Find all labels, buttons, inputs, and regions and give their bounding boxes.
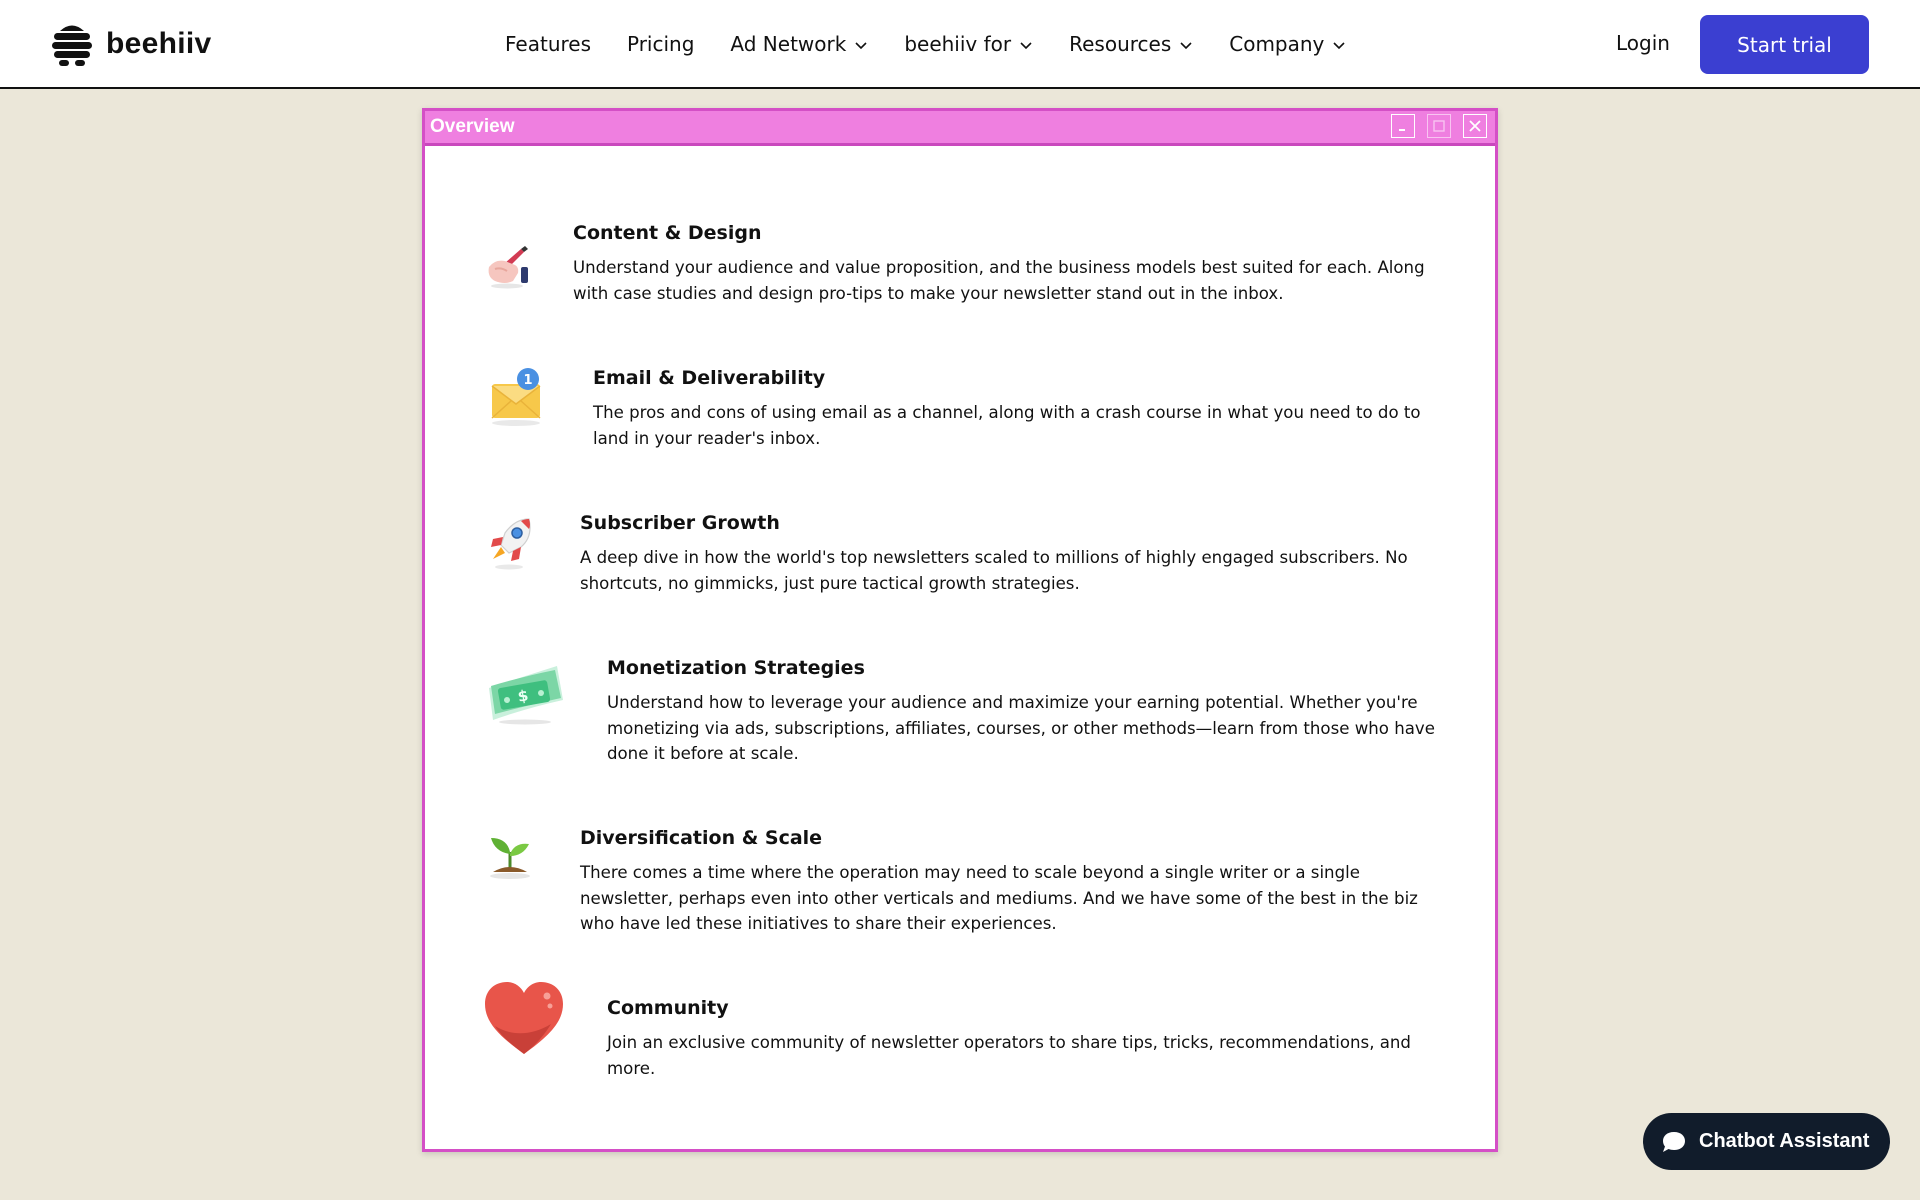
item-description: There comes a time where the operation may need to scale beyond a single writer or a single newsletter, perhaps even into other verticals and mediums. And we have some of the best in the biz who have led these initiatives to share their experiences. [580,863,1418,933]
nav-pricing[interactable] [627,32,694,56]
main-menu [505,0,1346,88]
nav-company-label: Company [1229,32,1325,56]
item-title: Community [607,997,729,1019]
nav-features[interactable] [505,32,591,56]
chevron-down-icon [1179,40,1193,50]
nav-ad-network-label: Ad Network [730,32,847,56]
minimize-button[interactable] [1391,114,1415,138]
close-icon [1468,119,1482,133]
chevron-down-icon [854,40,868,50]
hand-writing-icon [485,245,533,293]
nav-ad-network[interactable] [730,32,868,56]
nav-pricing-label: Pricing [627,32,695,56]
item-title: Monetization Strategies [607,657,865,679]
maximize-icon [1432,119,1446,133]
envelope-notification-icon [485,366,547,432]
item-title: Diversification & Scale [580,827,823,849]
brand-logo[interactable] [50,22,211,66]
heart-icon [481,978,567,1062]
notification-badge: 1 [523,373,533,388]
beehive-logo-icon [50,22,94,66]
minimize-icon [1396,119,1410,133]
chatbot-assistant-button[interactable] [1643,1113,1890,1170]
item-title: Content & Design [573,222,762,244]
window-titlebar[interactable] [425,111,1495,146]
chevron-down-icon [1019,40,1033,50]
nav-beehiiv-for[interactable] [904,32,1033,56]
close-button[interactable] [1463,114,1487,138]
nav-beehiiv-for-label: beehiiv for [904,32,1012,56]
nav-resources[interactable] [1069,32,1193,56]
overview-window [422,108,1498,1152]
login-link[interactable]: Login [1616,31,1670,55]
money-icon [485,662,565,730]
nav-company[interactable] [1229,32,1346,56]
rocket-icon [485,515,537,575]
nav-features-label: Features [505,32,591,56]
item-description: Understand your audience and value proposition, and the business models best suited for each. Along with case studies and design pro-tips to make your newsletter stand out in the inbox. [573,258,1425,303]
sprout-icon [485,830,535,886]
item-description: The pros and cons of using email as a channel, along with a crash course in what you need to do to land in your reader's inbox. [593,403,1421,448]
maximize-button[interactable] [1427,114,1451,138]
chatbot-label: Chatbot Assistant [1699,1130,1870,1152]
chevron-down-icon [1332,40,1346,50]
item-description: A deep dive in how the world's top newsletters scaled to millions of highly engaged subscribers. No shortcuts, no gimmicks, just pure tactical growth strategies. [580,548,1408,593]
item-title: Email & Deliverability [593,367,826,389]
item-description: Join an exclusive community of newsletter operators to share tips, tricks, recommendations, and more. [607,1033,1411,1078]
top-navigation [0,0,1920,89]
item-title: Subscriber Growth [580,512,780,534]
dollar-symbol: $ [516,686,530,706]
window-title: Overview [430,116,515,137]
item-description: Understand how to leverage your audience and maximize your earning potential. Whether you're monetizing via ads, subscriptions, affiliates, courses, or other methods—learn from those who have done it before at scale. [607,693,1435,763]
chat-bubble-icon [1661,1130,1687,1154]
start-trial-button[interactable]: Start trial [1700,15,1869,74]
brand-name: beehiiv [106,27,212,60]
nav-resources-label: Resources [1069,32,1172,56]
